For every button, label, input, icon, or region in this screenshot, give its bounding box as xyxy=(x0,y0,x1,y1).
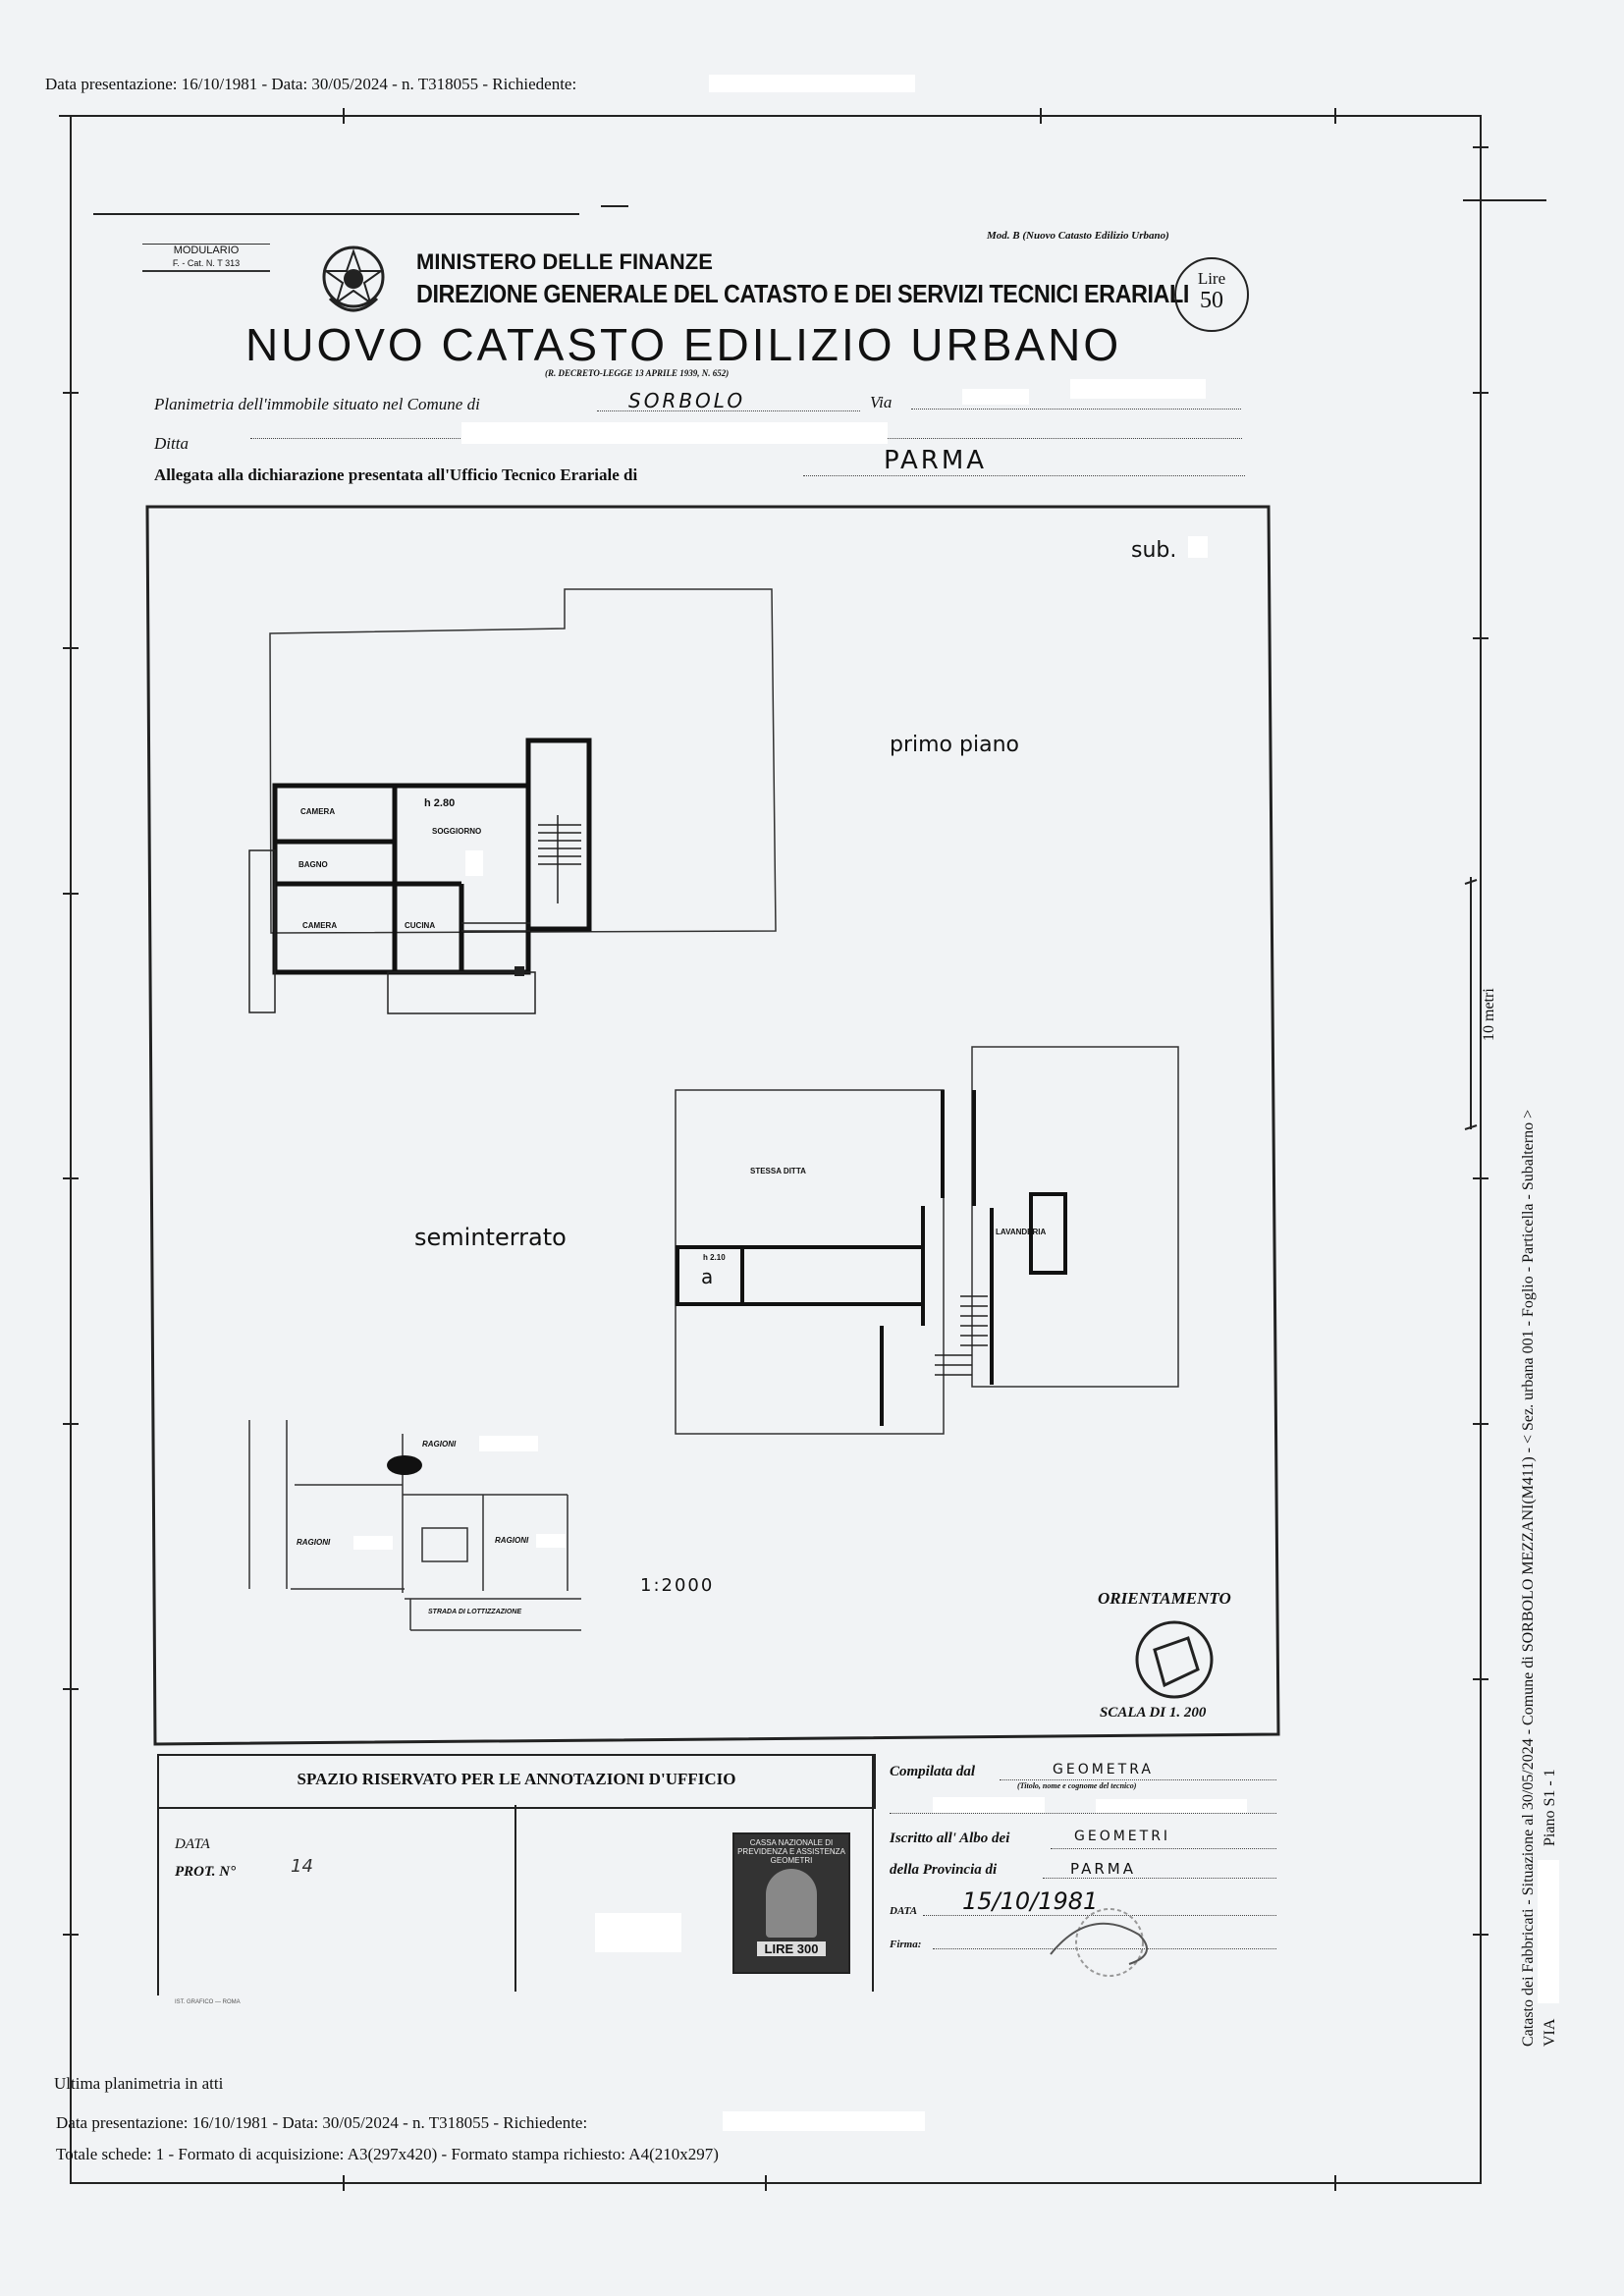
revenue-stamp-value: LIRE 300 xyxy=(757,1941,826,1956)
site-label: STRADA DI LOTTIZZAZIONE xyxy=(428,1609,522,1615)
room-mark: a xyxy=(701,1265,714,1288)
decree: (R. DECRETO-LEGGE 13 APRILE 1939, N. 652) xyxy=(545,368,730,378)
ufficio-value: PARMA xyxy=(884,446,988,475)
stamp-duty-label: Lire xyxy=(1197,269,1226,288)
scala-label: SCALA DI 1. 200 xyxy=(1100,1705,1207,1721)
seminterrato-label: seminterrato xyxy=(414,1224,567,1251)
annotations-prot-value: 14 xyxy=(291,1856,313,1877)
redacted-annotation xyxy=(595,1913,681,1952)
revenue-stamp xyxy=(732,1832,850,1974)
provincia-label: della Provincia di xyxy=(890,1862,998,1878)
room-label: SOGGIORNO xyxy=(432,827,482,836)
allegata-label: Allegata alla dichiarazione presentata all'Ufficio Tecnico Erariale di xyxy=(154,465,638,484)
annotations-prot-label: PROT. N° xyxy=(175,1864,237,1880)
compilata-note: (Titolo, nome e cognome del tecnico) xyxy=(1017,1781,1137,1790)
firma-label: Firma: xyxy=(890,1939,922,1950)
compilata-label: Compilata dal xyxy=(890,1764,976,1779)
modulario-sub: F. - Cat. N. T 313 xyxy=(172,258,241,268)
footer-line1: Data presentazione: 16/10/1981 - Data: 30/05/2024 - n. T318055 - Richiedente: xyxy=(56,2113,588,2132)
via-label: Via xyxy=(870,393,893,411)
annotations-title: SPAZIO RISERVATO PER LE ANNOTAZIONI D'UFFICIO xyxy=(297,1770,736,1788)
compilata-data-label: DATA xyxy=(890,1905,918,1917)
direction-title: DIREZIONE GENERALE DEL CATASTO E DEI SERVIZI TECNICI ERARIALI xyxy=(416,279,1189,308)
ministry-title: MINISTERO DELLE FINANZE xyxy=(416,249,713,274)
annotations-header-box xyxy=(157,1754,876,1809)
provincia-value: PARMA xyxy=(1070,1860,1136,1878)
compilata-data-value: 15/10/1981 xyxy=(962,1887,1099,1915)
annotations-footer: IST. GRAFICO — ROMA xyxy=(175,1999,241,2005)
revenue-stamp-top: CASSA NAZIONALE DI PREVIDENZA E ASSISTENZA GEOMETRI xyxy=(737,1838,845,1865)
redacted-site xyxy=(353,1536,393,1550)
site-label: RAGIONI xyxy=(297,1538,331,1547)
redacted-site xyxy=(536,1534,566,1548)
iscritto-value: GEOMETRI xyxy=(1074,1829,1171,1844)
redacted-site xyxy=(479,1436,538,1451)
footer-ultima: Ultima planimetria in atti xyxy=(54,2074,224,2093)
redacted-side-via xyxy=(1538,1860,1559,2003)
room-label: CAMERA xyxy=(302,921,338,930)
orientamento-label: ORIENTAMENTO xyxy=(1098,1589,1231,1608)
iscritto-label: Iscritto all' Albo dei xyxy=(890,1831,1010,1846)
redacted-sub xyxy=(1188,536,1208,558)
room-height: h 2.80 xyxy=(424,797,456,809)
site-label: RAGIONI xyxy=(422,1440,457,1449)
primo-piano-label: primo piano xyxy=(890,733,1019,757)
comune-value: SORBOLO xyxy=(628,389,746,412)
room-label: CUCINA xyxy=(405,921,436,930)
compilata-value: GEOMETRA xyxy=(1053,1762,1154,1777)
site-label: RAGIONI xyxy=(495,1536,529,1545)
stamp-portrait-icon xyxy=(766,1869,817,1938)
mod-b: Mod. B (Nuovo Catasto Edilizio Urbano) xyxy=(987,230,1169,242)
site-scale: 1:2000 xyxy=(640,1575,715,1596)
footer-line2: Totale schede: 1 - Formato di acquisizione: A3(297x420) - Formato stampa richiesto: A4(210x297) xyxy=(56,2145,719,2163)
redacted-name-2 xyxy=(1096,1799,1247,1813)
redacted-name xyxy=(933,1797,1045,1813)
scale-bar-label: 10 metri xyxy=(1481,988,1497,1041)
redacted-footer-requester xyxy=(723,2111,925,2131)
redacted-room xyxy=(465,850,483,876)
header-line: Data presentazione: 16/10/1981 - Data: 30/05/2024 - n. T318055 - Richiedente: xyxy=(45,75,577,93)
ditta-label: Ditta xyxy=(154,434,189,453)
planimetria-label: Planimetria dell'immobile situato nel Comune di xyxy=(154,395,480,413)
room-label: BAGNO xyxy=(298,860,328,869)
side-caption: Catasto dei Fabbricati - Situazione al 30/05/2024 - Comune di SORBOLO MEZZANI(M411) - < Sez. urbana 001 - Foglio - Particella - Subalterno > xyxy=(1520,1109,1537,2047)
room-label: STESSA DITTA xyxy=(750,1167,806,1175)
sub-label: sub. xyxy=(1131,538,1177,563)
room-label: CAMERA xyxy=(300,807,336,816)
main-title: NUOVO CATASTO EDILIZIO URBANO xyxy=(245,319,1122,370)
room-height: h 2.10 xyxy=(703,1253,726,1262)
signature-stamp-icon xyxy=(1031,1895,1178,1984)
room-label: LAVANDERIA xyxy=(996,1228,1047,1236)
annotations-data-label: DATA xyxy=(175,1836,210,1852)
modulario-title: MODULARIO xyxy=(173,245,240,256)
side-via: VIA xyxy=(1542,2018,1558,2047)
stamp-duty-value: 50 xyxy=(1200,288,1223,313)
side-piano: Piano S1 - 1 xyxy=(1542,1769,1558,1846)
